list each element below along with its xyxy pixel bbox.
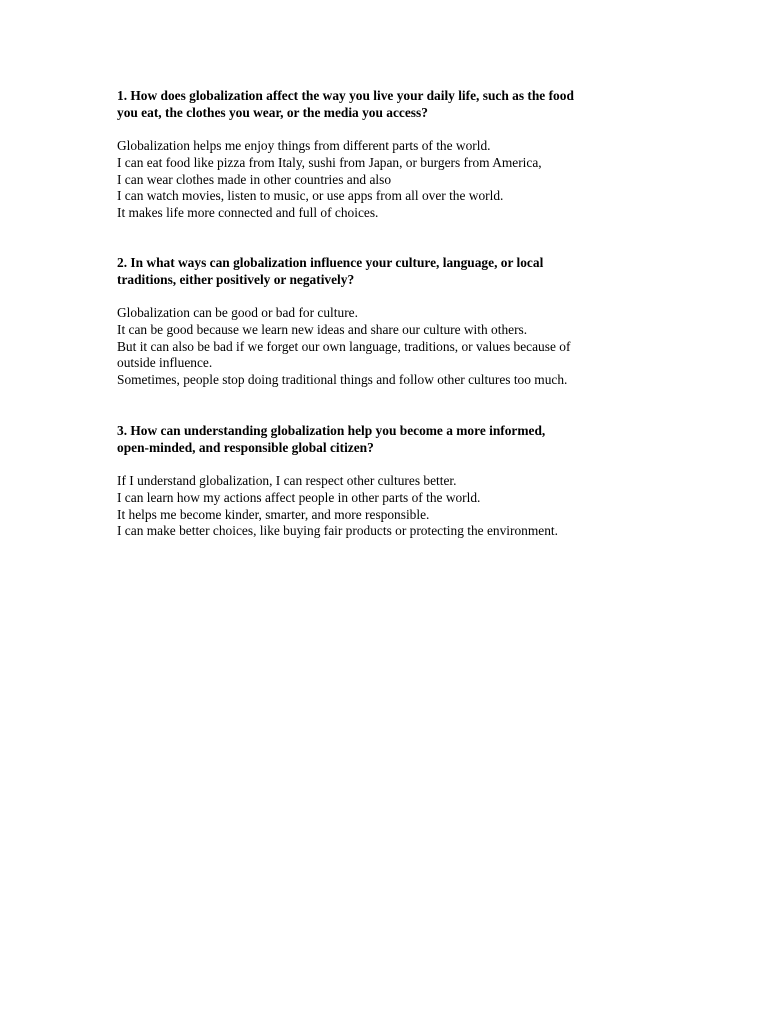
answer-3-line: If I understand globalization, I can respect other cultures better. [117,473,457,488]
answer-1-line: It makes life more connected and full of choices. [117,205,379,221]
question-1-line: 1. How does globalization affect the way you live your daily life, such as the food [117,88,574,103]
qa-block-1 [117,88,657,222]
answer-3 [117,473,657,540]
question-3-line: 3. How can understanding globalization help you become a more informed, [117,423,546,438]
answer-2-line: But it can also be bad if we forget our own language, traditions, or values because of [117,338,571,354]
question-3 [117,423,657,456]
question-2 [117,255,657,288]
answer-2-line: outside influence. [117,355,213,371]
answer-2-line: It can be good because we learn new ideas and share our culture with others. [117,321,528,337]
question-2-line: 2. In what ways can globalization influence your culture, language, or local [117,255,544,270]
answer-1-line: Globalization helps me enjoy things from different parts of the world. [117,138,491,153]
question-1 [117,88,657,121]
qa-block-3 [117,423,657,540]
answer-1-line: I can watch movies, listen to music, or use apps from all over the world. [117,188,504,204]
answer-1-line: I can eat food like pizza from Italy, sushi from Japan, or burgers from America, [117,154,542,170]
question-3-line: open-minded, and responsible global citizen? [117,439,374,455]
answer-1-line: I can wear clothes made in other countries and also [117,171,392,187]
question-2-line: traditions, either positively or negatively? [117,271,355,287]
answer-3-line: It helps me become kinder, smarter, and more responsible. [117,506,430,522]
answer-1 [117,138,657,222]
answer-2-line: Globalization can be good or bad for culture. [117,305,358,320]
answer-2 [117,305,657,389]
answer-3-line: I can make better choices, like buying fair products or protecting the environment. [117,523,558,539]
answer-3-line: I can learn how my actions affect people in other parts of the world. [117,489,481,505]
qa-block-2 [117,255,657,389]
question-1-line: you eat, the clothes you wear, or the media you access? [117,104,428,120]
answer-2-line: Sometimes, people stop doing traditional things and follow other cultures too much. [117,372,568,388]
